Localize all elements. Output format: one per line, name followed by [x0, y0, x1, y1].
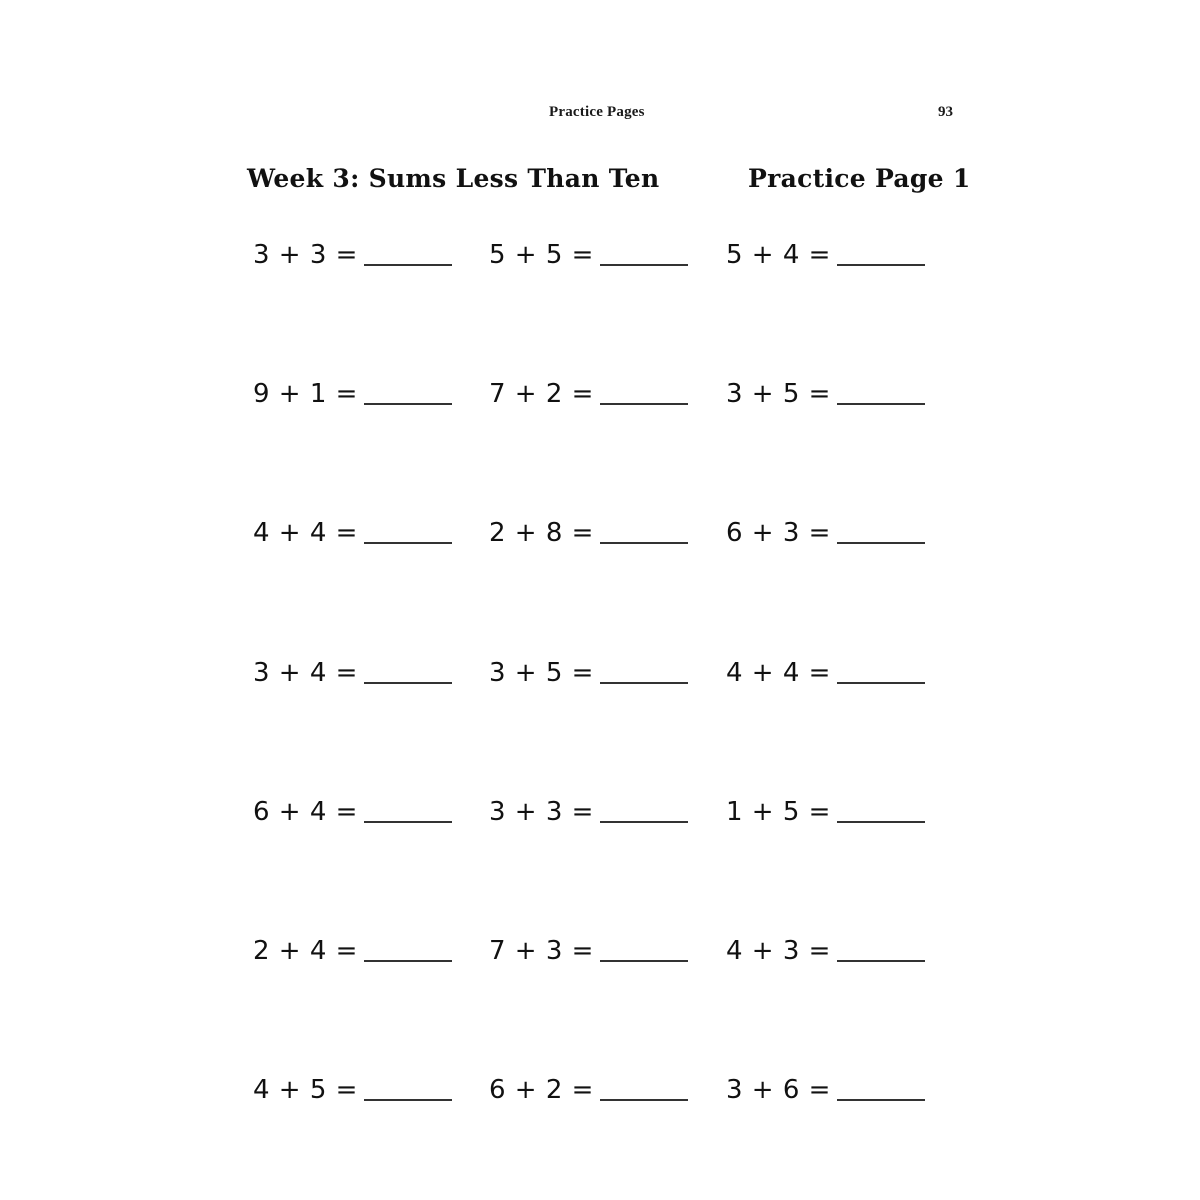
problem-expression: 5 + 4 =	[726, 240, 831, 270]
problem-expression: 4 + 5 =	[253, 1075, 358, 1105]
answer-blank[interactable]	[600, 402, 688, 405]
problem-expression: 4 + 4 =	[253, 518, 358, 548]
answer-blank[interactable]	[837, 541, 925, 544]
addition-problem	[726, 371, 925, 411]
practice-page-label: Practice Page 1	[748, 164, 971, 193]
addition-problem	[489, 510, 688, 550]
addition-problem	[489, 371, 688, 411]
addition-problem	[253, 371, 452, 411]
addition-problem	[489, 232, 688, 272]
addition-problem	[726, 650, 925, 690]
problem-expression: 5 + 5 =	[489, 240, 594, 270]
answer-blank[interactable]	[600, 1098, 688, 1101]
addition-problem	[253, 1067, 452, 1107]
addition-problem	[253, 232, 452, 272]
problem-expression: 7 + 3 =	[489, 936, 594, 966]
answer-blank[interactable]	[837, 959, 925, 962]
addition-problem	[726, 510, 925, 550]
running-head: Practice Pages	[549, 104, 645, 120]
answer-blank[interactable]	[600, 541, 688, 544]
problem-expression: 1 + 5 =	[726, 797, 831, 827]
answer-blank[interactable]	[837, 1098, 925, 1101]
problem-expression: 3 + 3 =	[489, 797, 594, 827]
problem-expression: 3 + 3 =	[253, 240, 358, 270]
problem-expression: 6 + 4 =	[253, 797, 358, 827]
addition-problem	[253, 650, 452, 690]
answer-blank[interactable]	[837, 263, 925, 266]
problem-expression: 7 + 2 =	[489, 379, 594, 409]
addition-problem	[726, 232, 925, 272]
problem-expression: 6 + 2 =	[489, 1075, 594, 1105]
addition-problem	[726, 789, 925, 829]
answer-blank[interactable]	[364, 402, 452, 405]
answer-blank[interactable]	[364, 681, 452, 684]
problem-expression: 4 + 4 =	[726, 658, 831, 688]
answer-blank[interactable]	[364, 959, 452, 962]
answer-blank[interactable]	[600, 820, 688, 823]
page-number: 93	[938, 104, 953, 120]
answer-blank[interactable]	[364, 1098, 452, 1101]
addition-problem	[489, 650, 688, 690]
problem-expression: 3 + 5 =	[489, 658, 594, 688]
addition-problem	[253, 510, 452, 550]
problem-expression: 3 + 6 =	[726, 1075, 831, 1105]
problem-expression: 6 + 3 =	[726, 518, 831, 548]
addition-problem	[489, 928, 688, 968]
problem-expression: 4 + 3 =	[726, 936, 831, 966]
answer-blank[interactable]	[364, 820, 452, 823]
answer-blank[interactable]	[837, 681, 925, 684]
worksheet-title: Week 3: Sums Less Than Ten	[247, 164, 660, 193]
problem-expression: 3 + 4 =	[253, 658, 358, 688]
answer-blank[interactable]	[600, 263, 688, 266]
answer-blank[interactable]	[600, 681, 688, 684]
addition-problem	[489, 789, 688, 829]
addition-problem	[253, 789, 452, 829]
answer-blank[interactable]	[364, 263, 452, 266]
addition-problem	[489, 1067, 688, 1107]
addition-problem	[726, 928, 925, 968]
problem-expression: 3 + 5 =	[726, 379, 831, 409]
addition-problem	[253, 928, 452, 968]
answer-blank[interactable]	[600, 959, 688, 962]
problem-expression: 2 + 4 =	[253, 936, 358, 966]
problem-expression: 2 + 8 =	[489, 518, 594, 548]
answer-blank[interactable]	[837, 402, 925, 405]
answer-blank[interactable]	[364, 541, 452, 544]
answer-blank[interactable]	[837, 820, 925, 823]
addition-problem	[726, 1067, 925, 1107]
problem-expression: 9 + 1 =	[253, 379, 358, 409]
